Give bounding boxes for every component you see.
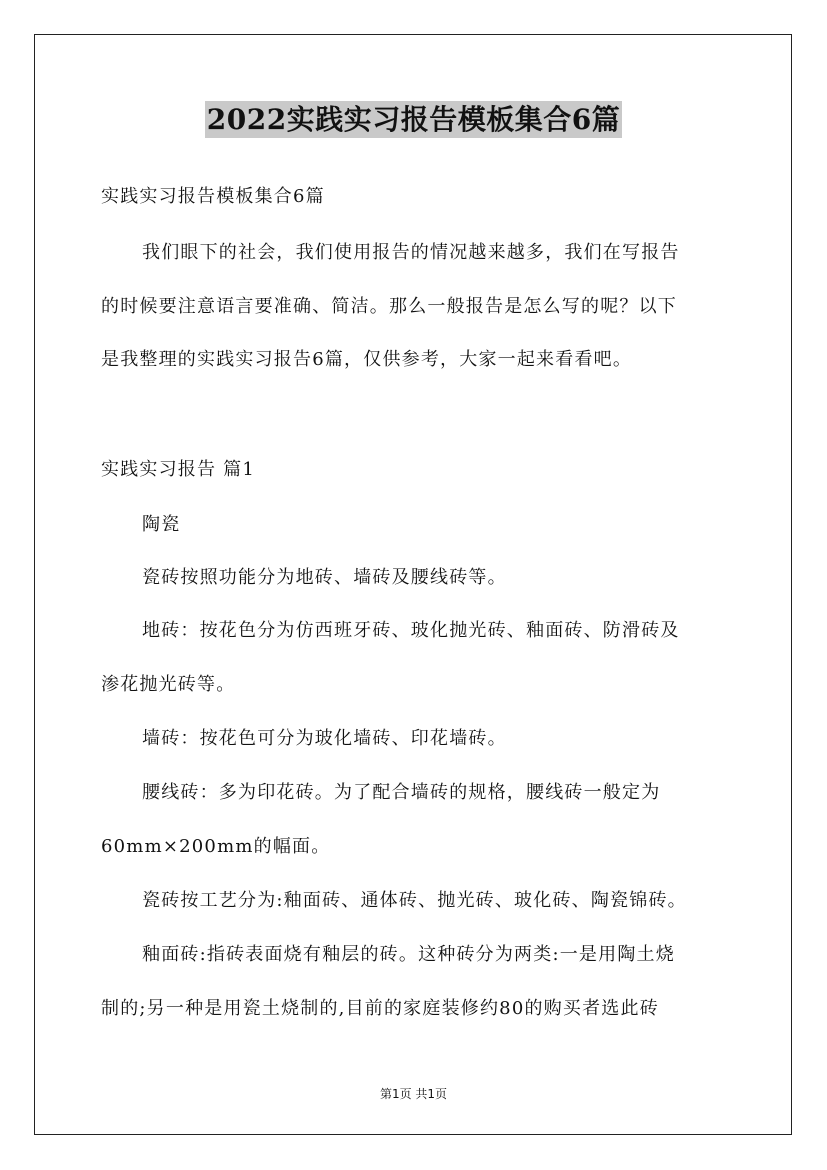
document-title-wrap xyxy=(0,98,827,138)
body-line: 地砖：按花色分为仿西班牙砖、玻化抛光砖、釉面砖、防滑砖及 xyxy=(142,620,680,641)
body-line: 瓷砖按照功能分为地砖、墙砖及腰线砖等。 xyxy=(142,567,507,588)
section-heading: 实践实习报告 篇1 xyxy=(101,459,255,480)
body-line: 瓷砖按工艺分为:釉面砖、通体砖、抛光砖、玻化砖、陶瓷锦砖。 xyxy=(142,890,687,911)
intro-line: 的时候要注意语言要准确、简洁。那么一般报告是怎么写的呢？以下 xyxy=(101,296,677,317)
intro-line: 我们眼下的社会，我们使用报告的情况越来越多，我们在写报告 xyxy=(142,242,680,263)
document-subtitle: 实践实习报告模板集合6篇 xyxy=(101,186,325,207)
document-title: 2022实践实习报告模板集合6篇 xyxy=(206,103,621,136)
body-line: 釉面砖:指砖表面烧有釉层的砖。这种砖分为两类:一是用陶土烧 xyxy=(142,944,675,965)
body-line: 墙砖：按花色可分为玻化墙砖、印花墙砖。 xyxy=(142,728,507,749)
intro-line: 是我整理的实践实习报告6篇，仅供参考，大家一起来看看吧。 xyxy=(101,349,633,370)
body-line: 陶瓷 xyxy=(142,514,181,535)
page-footer: 第1页 共1页 xyxy=(379,1087,448,1101)
body-line: 制的;另一种是用瓷土烧制的,目前的家庭装修约80的购买者选此砖 xyxy=(101,998,659,1019)
body-line: 60mm×200mm的幅面。 xyxy=(101,836,331,857)
body-line: 渗花抛光砖等。 xyxy=(101,674,236,695)
body-line: 腰线砖：多为印花砖。为了配合墙砖的规格，腰线砖一般定为 xyxy=(142,782,661,803)
